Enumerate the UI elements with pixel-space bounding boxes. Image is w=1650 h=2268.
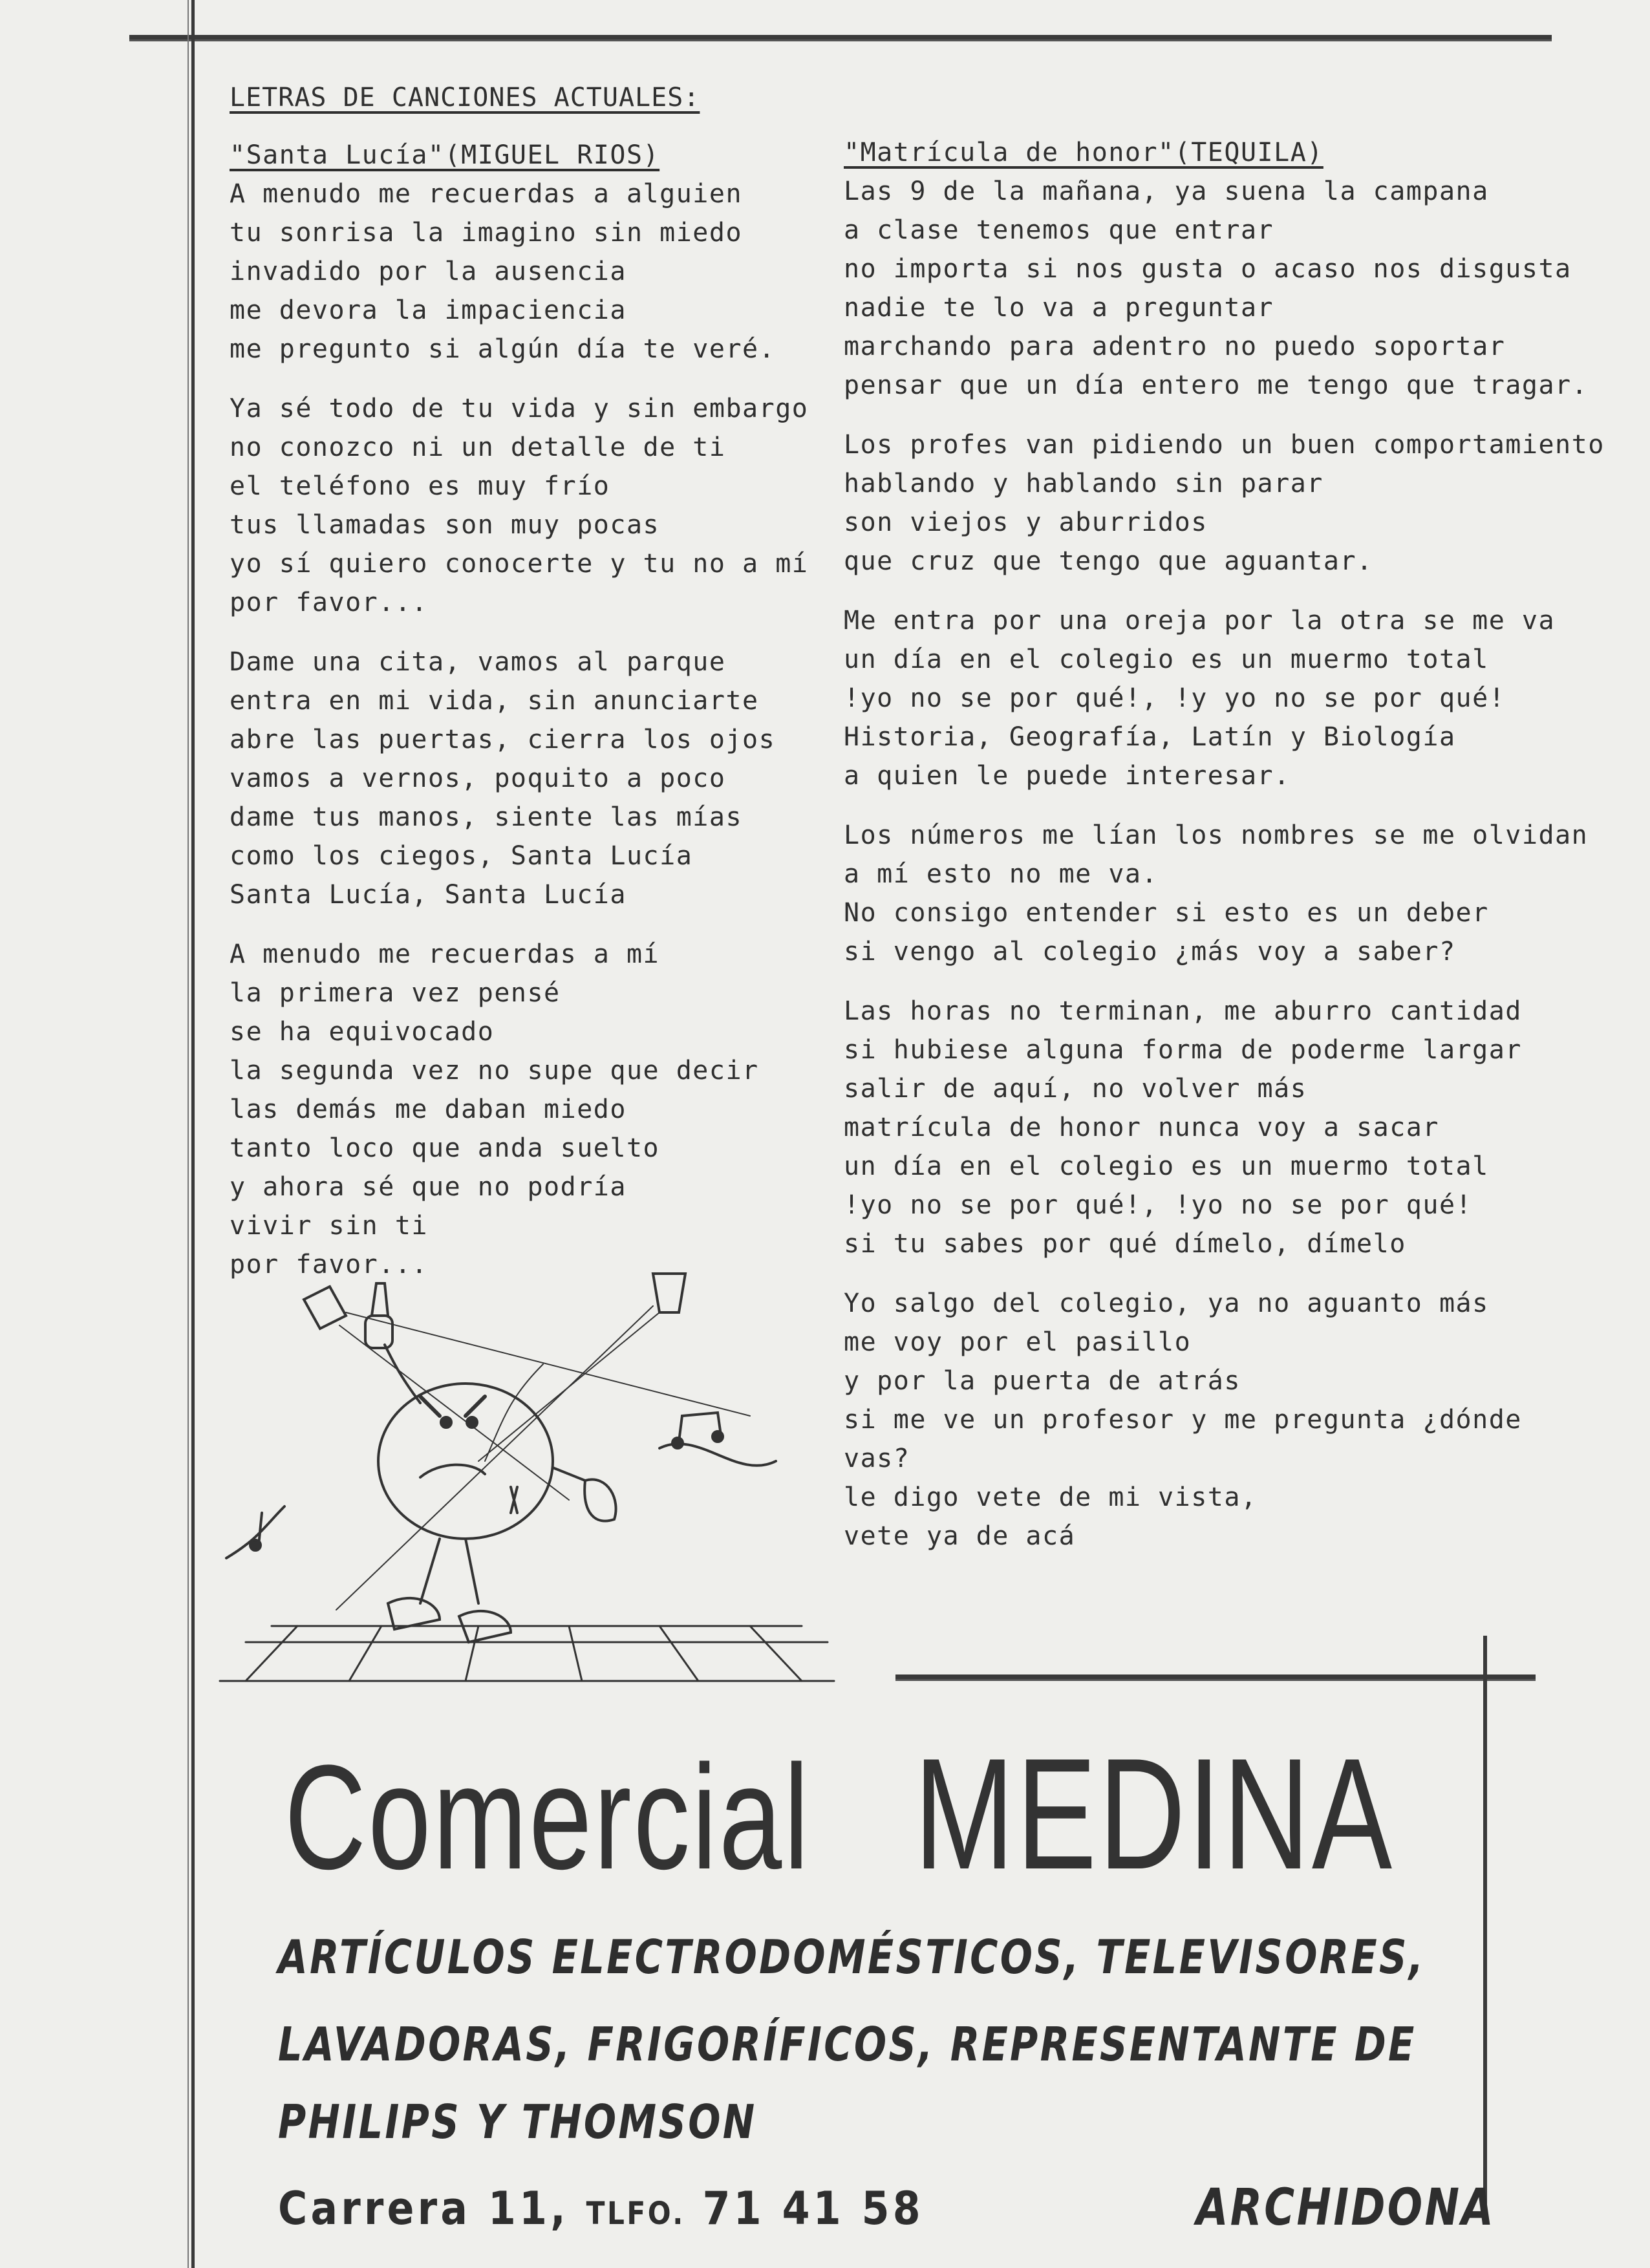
stanza (230, 389, 850, 622)
stanza (230, 935, 850, 1284)
lyric-line: si hubiese alguna forma de poderme largar (844, 1035, 1522, 1065)
lyric-line: abre las puertas, cierra los ojos (230, 725, 776, 754)
song-santa-lucia (230, 136, 850, 1305)
stanza (844, 816, 1600, 971)
lyric-line: si tu sabes por qué dímelo, dímelo (844, 1229, 1406, 1259)
stanza (230, 175, 850, 369)
dancing-ball-cartoon (207, 1267, 847, 1713)
lyric-line: Dame una cita, vamos al parque (230, 647, 726, 677)
lyric-line: tu sonrisa la imagino sin miedo (230, 218, 743, 248)
lyric-line: !yo no se por qué!, !y yo no se por qué! (844, 683, 1506, 713)
lyric-line: no importa si nos gusta o acaso nos disgusta (844, 254, 1572, 284)
ad-town: ARCHIDONA (1196, 2179, 1496, 2237)
lyric-line: tus llamadas son muy pocas (230, 510, 660, 540)
lyric-line: son viejos y aburridos (844, 508, 1208, 537)
lyric-line: Los números me lían los nombres se me olvidan (844, 820, 1589, 850)
lyric-line: No consigo entender si esto es un deber (844, 898, 1489, 928)
ad-name-part2: MEDINA (914, 1725, 1395, 1902)
lyric-line: las demás me daban miedo (230, 1095, 627, 1124)
lyric-line: me voy por el pasillo (844, 1327, 1192, 1357)
lyric-line: Me entra por una oreja por la otra se me va (844, 606, 1556, 636)
section-heading: LETRAS DE CANCIONES ACTUALES: (230, 83, 700, 112)
lyric-line: pensar que un día entero me tengo que tragar. (844, 370, 1589, 400)
song-matricula-de-honor (844, 133, 1605, 1576)
stanza (230, 643, 850, 914)
ad-street: Carrera 11, (278, 2182, 569, 2235)
stanza (844, 425, 1605, 581)
lyric-line: vete ya de acá (844, 1521, 1076, 1551)
top-rule (129, 35, 1552, 41)
ad-name-part1: Comercial (284, 1734, 811, 1900)
ad-right-rule (1483, 1636, 1487, 2218)
lyric-line: que cruz que tengo que aguantar. (844, 546, 1373, 576)
lyric-line: A menudo me recuerdas a alguien (230, 179, 743, 209)
lyric-line: a quien le puede interesar. (844, 761, 1291, 791)
stanza (844, 601, 1600, 795)
song-title: "Santa Lucía"(MIGUEL RIOS) (230, 140, 660, 170)
lyric-line: nadie te lo va a preguntar (844, 293, 1274, 323)
song-lyrics (230, 175, 850, 1284)
lyric-line: si vengo al colegio ¿más voy a saber? (844, 937, 1456, 967)
lyric-line: Los profes van pidiendo un buen comportamiento (844, 430, 1605, 460)
shoe-left (388, 1598, 440, 1629)
ad-address (278, 2182, 924, 2235)
lyric-line: hablando y hablando sin parar (844, 469, 1323, 498)
lyric-line: Yo salgo del colegio, ya no aguanto más (844, 1289, 1489, 1318)
lyric-line: la segunda vez no supe que decir (230, 1056, 759, 1086)
lyric-line: y ahora sé que no podría (230, 1172, 627, 1202)
lyric-line: como los ciegos, Santa Lucía (230, 841, 693, 871)
lyric-line: un día en el colegio es un muermo total (844, 645, 1489, 674)
lyric-line: se ha equivocado (230, 1017, 495, 1047)
lyric-line: Santa Lucía, Santa Lucía (230, 880, 627, 910)
ad-business-name (284, 1707, 1395, 1920)
lyric-line: vamos a vernos, poquito a poco (230, 764, 726, 793)
left-rule (191, 0, 195, 2268)
lyric-line: Ya sé todo de tu vida y sin embargo (230, 394, 809, 423)
stanza (844, 1284, 1600, 1556)
lyric-line: Las horas no terminan, me aburro cantidad (844, 996, 1522, 1026)
lyric-line: invadido por la ausencia (230, 257, 627, 286)
lyric-line: por favor... (230, 588, 428, 617)
lyric-line: a clase tenemos que entrar (844, 215, 1274, 245)
ad-top-rule (895, 1674, 1536, 1681)
lyric-line: vas? (844, 1444, 910, 1473)
lyric-line: !yo no se por qué!, !yo no se por qué! (844, 1190, 1473, 1220)
stanza (844, 172, 1600, 405)
lyric-line: un día en el colegio es un muermo total (844, 1151, 1489, 1181)
lyric-line: me pregunto si algún día te veré. (230, 334, 776, 364)
song-title: "Matrícula de honor"(TEQUILA) (844, 138, 1323, 167)
ad-phone: 71 41 58 (702, 2182, 924, 2235)
lyric-line: matrícula de honor nunca voy a sacar (844, 1113, 1439, 1142)
lyric-line: me devora la impaciencia (230, 295, 627, 325)
lyric-line: vivir sin ti (230, 1211, 428, 1241)
ad-products-line2: LAVADORAS, FRIGORÍFICOS, REPRESENTANTE DE (278, 2017, 1417, 2071)
lyric-line: dame tus manos, siente las mías (230, 802, 743, 832)
lyric-line: por favor... (230, 1250, 428, 1279)
lyric-line: si me ve un profesor y me pregunta ¿dónde (844, 1405, 1522, 1435)
lyric-line: entra en mi vida, sin anunciarte (230, 686, 759, 716)
ad-brands-line: PHILIPS Y THOMSON (278, 2095, 757, 2149)
lyric-line: y por la puerta de atrás (844, 1366, 1241, 1396)
lyric-line: tanto loco que anda suelto (230, 1133, 660, 1163)
lyric-line: Las 9 de la mañana, ya suena la campana (844, 177, 1489, 206)
lyric-line: no conozco ni un detalle de ti (230, 433, 726, 462)
lyric-line: yo sí quiero conocerte y tu no a mí (230, 549, 809, 579)
lyric-line: a mí esto no me va. (844, 859, 1159, 889)
lyric-line: Historia, Geografía, Latín y Biología (844, 722, 1456, 752)
ad-products-line1: ARTÍCULOS ELECTRODOMÉSTICOS, TELEVISORES, (278, 1930, 1426, 1984)
spotlight-left (304, 1287, 346, 1329)
lyric-line: la primera vez pensé (230, 978, 561, 1008)
lyric-line: A menudo me recuerdas a mí (230, 939, 660, 969)
stanza (844, 992, 1600, 1263)
left-rule-thin (188, 0, 189, 2268)
lyric-line: le digo vete de mi vista, (844, 1482, 1258, 1512)
spotlight-right (653, 1274, 685, 1312)
ball-body (378, 1384, 553, 1539)
lyric-line: el teléfono es muy frío (230, 471, 610, 501)
lyric-line: salir de aquí, no volver más (844, 1074, 1307, 1104)
lyric-line: marchando para adentro no puedo soportar (844, 332, 1506, 361)
ad-phone-label: TLFO. (586, 2196, 685, 2232)
song-lyrics (844, 172, 1605, 1556)
